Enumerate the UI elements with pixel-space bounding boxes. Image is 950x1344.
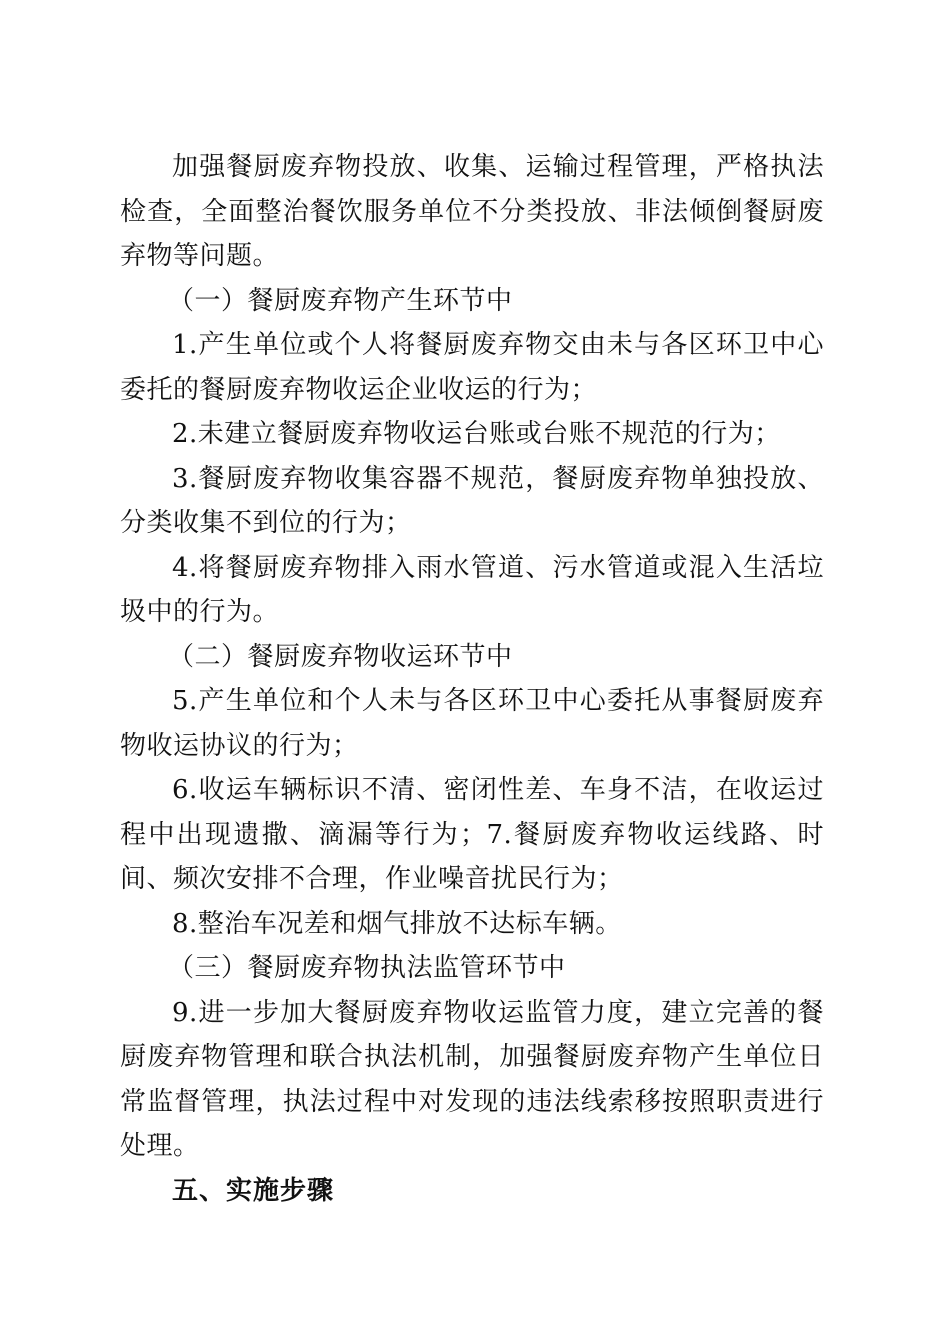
- item-9: 9.进一步加大餐厨废弃物收运监管力度，建立完善的餐厨废弃物管理和联合执法机制，加强餐厨废弃物产生单位日常监督管理，执法过程中对发现的违法线索移按照职责进行处理。: [120, 997, 824, 1161]
- intro-paragraph: 加强餐厨废弃物投放、收集、运输过程管理，严格执法检查，全面整治餐饮服务单位不分类投放、非法倾倒餐厨废弃物等问题。: [120, 152, 824, 271]
- item-3: 3.餐厨废弃物收集容器不规范，餐厨废弃物单独投放、分类收集不到位的行为；: [120, 463, 824, 538]
- subheading-enforcement: （三）餐厨废弃物执法监管环节中: [168, 953, 566, 983]
- item-6-7: 6.收运车辆标识不清、密闭性差、车身不洁，在收运过程中出现遗撒、滴漏等行为；7.餐厨废弃物收运线路、时间、频次安排不合理，作业噪音扰民行为；: [120, 775, 824, 894]
- item-4: 4.将餐厨废弃物排入雨水管道、污水管道或混入生活垃圾中的行为。: [120, 552, 824, 627]
- subheading-generation: （一）餐厨废弃物产生环节中: [168, 285, 513, 316]
- item-1: 1.产生单位或个人将餐厨废弃物交由未与各区环卫中心委托的餐厨废弃物收运企业收运的行为；: [120, 330, 824, 405]
- item-2: 2.未建立餐厨废弃物收运台账或台账不规范的行为；: [172, 419, 781, 449]
- item-8: 8.整治车况差和烟气排放不达标车辆。: [172, 908, 622, 939]
- document-page: [120, 145, 824, 1213]
- subheading-collection: （二）餐厨废弃物收运环节中: [168, 641, 513, 672]
- item-5: 5.产生单位和个人未与各区环卫中心委托从事餐厨废弃物收运协议的行为；: [120, 686, 824, 761]
- section-title: 五、实施步骤: [172, 1175, 335, 1206]
